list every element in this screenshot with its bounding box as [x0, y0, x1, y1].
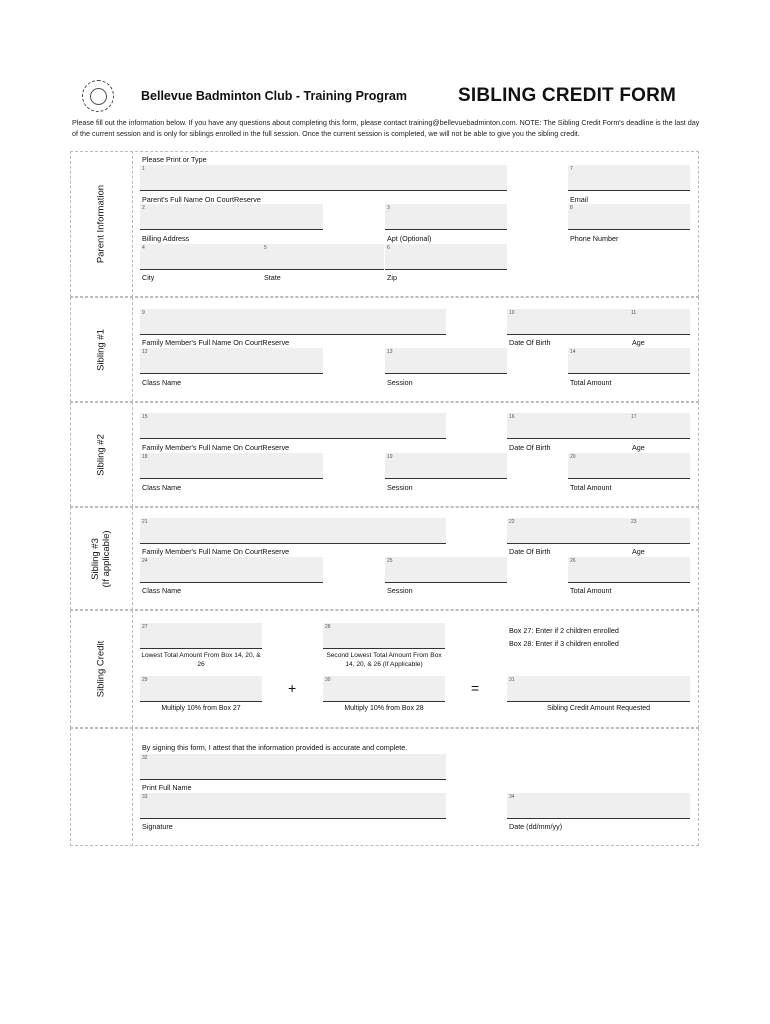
email-field[interactable]: 7	[568, 165, 690, 191]
equals-sign: =	[471, 680, 480, 696]
phone-label: Phone Number	[570, 234, 619, 243]
sibling2-session-field[interactable]: 19	[385, 453, 507, 479]
divider	[132, 507, 133, 610]
credit-requested-label: Sibling Credit Amount Requested	[546, 705, 651, 712]
sibling2-name-label: Family Member's Full Name On CourtReserve	[142, 443, 290, 452]
sibling3-class-field[interactable]: 24	[140, 557, 323, 583]
sibling2-section-label: Sibling #2	[95, 433, 107, 476]
divider	[132, 402, 133, 507]
plus-sign: +	[288, 680, 297, 696]
sibling1-total-field[interactable]: 14	[568, 348, 690, 374]
box28-note: Box 28: Enter if 3 children enrolled	[509, 639, 619, 648]
sibling1-session-field[interactable]: 13	[385, 348, 507, 374]
sibling2-age-field[interactable]: 17	[629, 413, 690, 439]
signature-label: Signature	[142, 822, 173, 831]
sibling1-age-field[interactable]: 11	[629, 309, 690, 335]
sibling1-dob-field[interactable]: 10	[507, 309, 629, 335]
print-name-label: Print Full Name	[142, 783, 192, 792]
apt-field[interactable]: 3	[385, 204, 507, 230]
sibling3-dob-label: Date Of Birth	[509, 547, 551, 556]
box27-field[interactable]: 27	[140, 623, 262, 649]
signature-field[interactable]: 33	[140, 793, 446, 819]
parent-section-label: Parent Information	[95, 184, 107, 264]
divider	[132, 151, 133, 297]
box27-note: Box 27: Enter if 2 children enrolled	[509, 626, 619, 635]
sibling3-label-line1: Sibling #3	[90, 537, 101, 580]
sibling1-name-label: Family Member's Full Name On CourtReserve	[142, 338, 290, 347]
print-name-field[interactable]: 32	[140, 754, 446, 780]
apt-label: Apt (Optional)	[387, 234, 432, 243]
print-instruction: Please Print or Type	[142, 155, 207, 164]
sibling1-class-label: Class Name	[142, 378, 182, 387]
multiply-box27-label: Multiply 10% from Box 27	[161, 705, 241, 712]
billing-address-label: Billing Address	[142, 234, 190, 243]
sibling2-total-label: Total Amount	[570, 483, 612, 492]
sibling3-total-field[interactable]: 26	[568, 557, 690, 583]
attest-text: By signing this form, I attest that the information provided is accurate and complete.	[142, 743, 408, 752]
sibling1-name-field[interactable]: 9	[140, 309, 446, 335]
sibling3-total-label: Total Amount	[570, 586, 612, 595]
sibling3-label-line2: (If applicable)	[101, 529, 112, 588]
sibling3-name-field[interactable]: 21	[140, 518, 446, 544]
divider	[132, 728, 133, 846]
sibling3-session-field[interactable]: 25	[385, 557, 507, 583]
box28-field[interactable]: 28	[323, 623, 445, 649]
date-field[interactable]: 34	[507, 793, 690, 819]
state-field[interactable]: 5	[262, 244, 384, 270]
credit-section-label: Sibling Credit	[95, 640, 107, 698]
box29-field[interactable]: 29	[140, 676, 262, 702]
sibling3-session-label: Session	[387, 586, 413, 595]
state-label: State	[264, 273, 281, 282]
form-title: SIBLING CREDIT FORM	[458, 85, 677, 106]
divider	[132, 610, 133, 728]
sibling3-class-label: Class Name	[142, 586, 182, 595]
club-logo	[82, 80, 114, 112]
box31-field[interactable]: 31	[507, 676, 690, 702]
sibling2-class-label: Class Name	[142, 483, 182, 492]
sibling2-name-field[interactable]: 15	[140, 413, 446, 439]
city-field[interactable]: 4	[140, 244, 262, 270]
multiply-box28-label: Multiply 10% from Box 28	[344, 705, 424, 712]
sibling1-session-label: Session	[387, 378, 413, 387]
sibling1-total-label: Total Amount	[570, 378, 612, 387]
club-name: Bellevue Badminton Club - Training Program	[141, 89, 408, 103]
sibling2-dob-field[interactable]: 16	[507, 413, 629, 439]
sibling2-total-field[interactable]: 20	[568, 453, 690, 479]
sibling2-class-field[interactable]: 18	[140, 453, 323, 479]
date-label: Date (dd/mm/yy)	[509, 822, 563, 831]
sibling3-section-label	[90, 530, 112, 587]
phone-field[interactable]: 8	[568, 204, 690, 230]
box30-field[interactable]: 30	[323, 676, 445, 702]
parent-name-field[interactable]: 1	[140, 165, 507, 191]
sibling1-section-label: Sibling #1	[95, 328, 107, 371]
sibling2-age-label: Age	[632, 443, 645, 452]
email-label: Email	[570, 195, 588, 204]
city-label: City	[142, 273, 155, 282]
sibling3-dob-field[interactable]: 22	[507, 518, 629, 544]
sibling3-age-label: Age	[632, 547, 645, 556]
zip-field[interactable]: 6	[385, 244, 507, 270]
sibling1-age-label: Age	[632, 338, 645, 347]
zip-label: Zip	[387, 273, 397, 282]
divider	[132, 297, 133, 402]
sibling2-session-label: Session	[387, 483, 413, 492]
parent-name-label: Parent's Full Name On CourtReserve	[142, 195, 261, 204]
sibling3-age-field[interactable]: 23	[629, 518, 690, 544]
sibling1-dob-label: Date Of Birth	[509, 338, 551, 347]
second-lowest-label: Second Lowest Total Amount From Box 14, 20, & 26 (If Applicable)	[326, 652, 442, 668]
billing-address-field[interactable]: 2	[140, 204, 323, 230]
intro-text: Please fill out the information below. If you have any questions about completing this form, please contact training@bellevuebadminton.com. NOTE: The Sibling Credit Form's deadline is the last day of the current session and is only for siblings enrolled in the full session. Once the current session is completed, we will not be able to give you the sibling credit.	[72, 118, 700, 138]
sibling3-name-label: Family Member's Full Name On CourtReserve	[142, 547, 290, 556]
sibling2-dob-label: Date Of Birth	[509, 443, 551, 452]
lowest-amount-label: Lowest Total Amount From Box 14, 20, & 26	[141, 652, 261, 668]
sibling1-class-field[interactable]: 12	[140, 348, 323, 374]
